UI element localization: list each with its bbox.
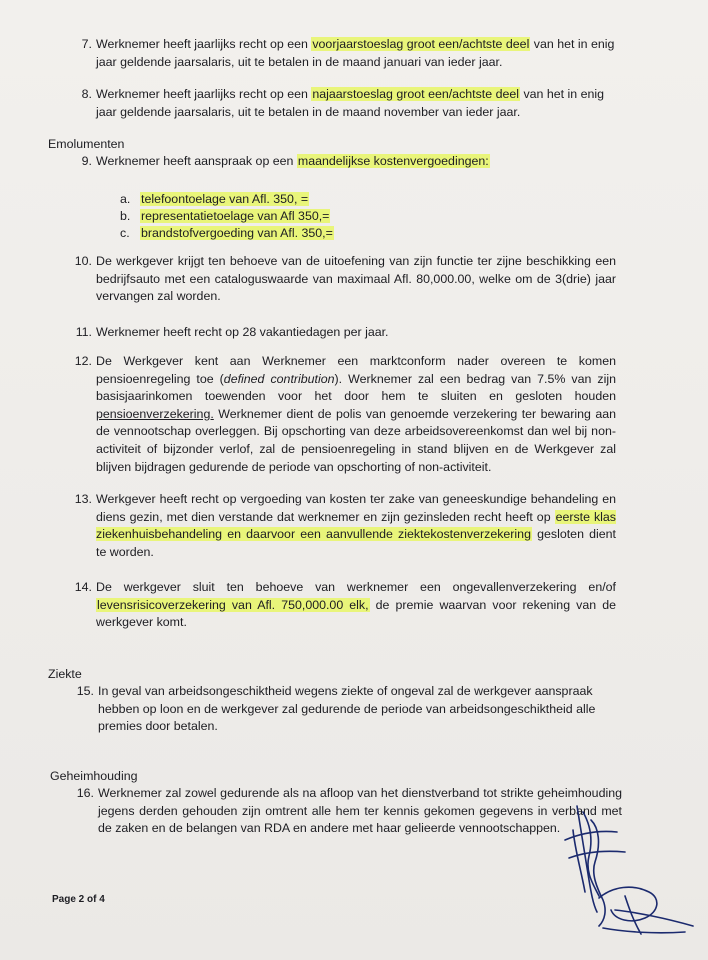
clause-text: In geval van arbeidsongeschiktheid wegens ziekte of ongeval zal de werkgever aanspraak hebben op loon en de werkgever zal gedurende de periode van arbeidsongeschiktheid alle premies door betalen.: [98, 684, 596, 734]
clause-text: De werkgever krijgt ten behoeve van de uitoefening van zijn functie ter zijne beschikking een bedrijfsauto met een cataloguswaarde van maximaal Afl. 80,000.00, welke om de 3(drie) jaar vervangen zal worden.: [96, 254, 616, 304]
clause-text: van het in enig jaar geldende jaarsalaris, uit te betalen in de maand november van ieder jaar.: [96, 87, 605, 119]
clause-text: ). Werknemer zal een bedrag van 7.5% van zijn basisjaarinkomen toewenden voor het door hem te sluiten en gesloten houden: [96, 371, 617, 404]
highlighted-text: eerste klas ziekenhuisbehandeling en daarvoor een aanvullende ziektekostenverzekering: [96, 509, 616, 542]
section-heading-geheimhouding: Geheimhouding: [50, 769, 138, 783]
clause-text: gesloten dient te worden.: [96, 527, 616, 559]
clause-text: Werkgever heeft recht op vergoeding van kosten ter zake van geneeskundige behandeling en diens gezin, met dien verstande dat werknemer en zijn gezinsleden recht heeft op: [96, 492, 616, 524]
subitem-letter: c.: [120, 226, 130, 240]
highlighted-text: voorjaarstoeslag groot een/achtste deel: [312, 37, 530, 51]
clause-15: [76, 683, 622, 736]
section-heading-ziekte: Ziekte: [48, 667, 82, 681]
clause-text: De werkgever sluit ten behoeve van werknemer een ongevallenverzekering en/of: [96, 580, 616, 594]
highlighted-text: najaarstoeslag groot een/achtste deel: [312, 87, 519, 101]
subitem-letter: b.: [120, 209, 131, 223]
subitem-letter: a.: [120, 192, 131, 206]
subitem-b: [120, 208, 330, 225]
subitem-c: [120, 225, 334, 242]
clause-9: [81, 153, 616, 171]
highlighted-text: brandstofvergoeding van Afl. 350,=: [141, 226, 333, 240]
clause-13: [74, 491, 616, 561]
section-heading-emolumenten: Emolumenten: [48, 137, 125, 151]
clause-text: van het in enig jaar geldende jaarsalaris, uit te betalen in de maand januari van ieder jaar.: [96, 37, 615, 69]
clause-number: 14.: [74, 580, 92, 594]
clause-number: 10.: [74, 254, 92, 268]
clause-12: [74, 353, 617, 476]
highlighted-text: levensrisicoverzekering van Afl. 750,000.00 elk,: [97, 597, 369, 612]
clause-number: 16.: [76, 786, 94, 800]
clause-text: Werknemer dient de polis van genoemde verzekering ter bewaring aan de vennootschap overleggen. Bij opschorting van deze arbeidsovereenkomst dan wel bij non-activiteit of bijzonder verlof, zal de pensioenregeling in stand blijven en de Werkgever zal blijven bijdragen gedurende de periode van opschorting of non-activiteit.: [96, 406, 616, 474]
clause-text: Werknemer heeft jaarlijks recht op een: [96, 87, 312, 101]
clause-number: 7.: [81, 37, 92, 51]
clause-text: Werknemer heeft aanspraak op een: [96, 154, 297, 168]
clause-number: 12.: [74, 354, 92, 368]
highlighted-text: telefoontoelage van Afl. 350, =: [141, 192, 309, 206]
emphasized-text: defined contribution: [223, 371, 335, 386]
clause-text: Werknemer heeft recht op 28 vakantiedagen per jaar.: [96, 325, 389, 339]
clause-text: Werknemer heeft jaarlijks recht op een: [96, 37, 312, 51]
highlighted-text: representatietoelage van Afl 350,=: [141, 209, 330, 223]
clause-16: [76, 785, 622, 838]
clause-text: De Werkgever kent aan Werknemer een marktconform nader overeen te komen pensioenregeling toe (: [96, 354, 616, 386]
clause-number: 15.: [76, 684, 94, 698]
signature-mark: [555, 800, 705, 950]
clause-11: [75, 324, 616, 342]
clause-number: 9.: [81, 154, 92, 168]
subitem-a: [120, 191, 309, 208]
underlined-text: pensioenverzekering.: [96, 406, 214, 421]
clause-8: [81, 86, 616, 121]
highlighted-text: maandelijkse kostenvergoedingen:: [297, 154, 489, 168]
clause-text: de premie waarvan voor rekening van de werkgever komt.: [96, 597, 616, 630]
clause-number: 13.: [74, 492, 92, 506]
clause-7: [81, 36, 616, 71]
clause-number: 8.: [81, 87, 92, 101]
page-number: Page 2 of 4: [52, 894, 105, 905]
clause-number: 11.: [75, 325, 92, 339]
clause-text: Werknemer zal zowel gedurende als na afloop van het dienstverband tot strikte geheimhouding jegens derden gehouden zijn omtrent alle hem ter kennis gekomen gegevens in verband met de zaken en de belangen van RDA en andere met haar gelieerde vennootschappen.: [98, 786, 622, 836]
clause-14: [74, 579, 616, 632]
clause-10: [74, 253, 616, 306]
